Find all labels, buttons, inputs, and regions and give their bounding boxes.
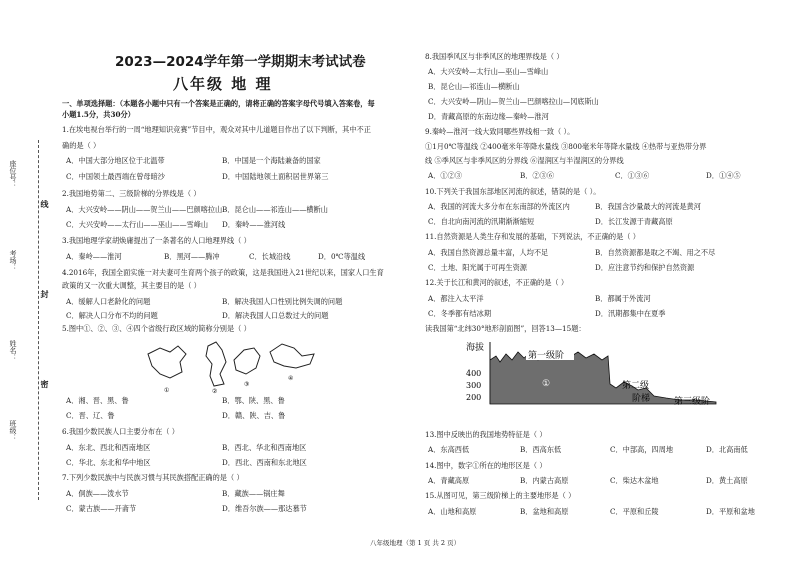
q7-option-a: A．侗族——泼水节 (66, 489, 129, 498)
q1-option-d: D．中国陆地领土面积居世界第三 (222, 172, 329, 181)
q7-option-b: B．藏族——锅庄舞 (222, 489, 285, 498)
q2-stem: 2.我国地势第二、三级阶梯的分界线是（ ） (62, 189, 201, 198)
q10-stem: 10.下列关于我国东部地区河流的叙述，错误的是（ ）。 (425, 187, 601, 196)
map-label-3: ③ (244, 381, 250, 388)
q9-stem: 9.秦岭—淮河一线大致同哪些界线相一致（ ）。 (425, 127, 575, 136)
q12-stem: 12.关于长江和黄河的叙述，不正确的是（ ） (425, 278, 569, 287)
map-label-2: ② (212, 388, 218, 394)
seat-label: 座位号： (9, 160, 17, 188)
q13-option-c: C．中部高，四周地 (610, 445, 674, 454)
q10-option-a: A．我国的河流大多分布在东南部的外流区内 (428, 202, 570, 211)
q5-option-c: C．晋、辽、鲁 (66, 411, 115, 420)
province-outline-map (130, 336, 330, 394)
name-label: 姓名： (9, 340, 17, 361)
q9-option-b: B．②③⑥ (520, 171, 555, 180)
q12-option-c: C．冬季都有结冰期 (428, 309, 492, 318)
q1-option-b: B．中国是一个海陆兼备的国家 (222, 156, 321, 165)
q15-option-d: D．平原和盆地 (706, 507, 755, 516)
seal-secret-char: 密 (40, 380, 50, 388)
section-heading: 一、单项选择题：（本题各小题中只有一个答案是正确的，请将正确的答案字母代号填入答案卷，每 (62, 99, 375, 108)
tick-200: 200 (466, 393, 482, 402)
q8-option-d: D．青藏高原的东南边缘—秦岭—淮河 (428, 112, 549, 121)
q2-option-d: D．秦岭——淮河线 (222, 220, 286, 229)
q14-stem: 14.图中，数字①所在的地形区是（ ） (425, 461, 547, 470)
step-3-label: 第三级阶 (674, 397, 711, 407)
q7-stem: 7.下列少数民族中与民族习惯与其民族搭配正确的是（ ） (62, 473, 244, 482)
q15-stem: 15.从图可见，第三级阶梯上的主要地形是（ ） (425, 491, 576, 500)
binding-dashed-line (38, 140, 39, 500)
q3-option-c: C．长城沿线 (249, 252, 291, 261)
q12-option-b: B．都属于外流河 (595, 294, 651, 303)
q2-option-a: A．大兴安岭——阴山——贺兰山——巴颜喀拉山 (66, 205, 223, 214)
q3-stem: 3.我国地理学家胡焕庸提出了一条著名的人口地理界线（ ） (62, 236, 251, 245)
q15-option-a: A．山地和高原 (428, 507, 477, 516)
q5-option-d: D．赣、陕、吉、鲁 (222, 411, 286, 420)
step-2-label-b: 阶梯 (632, 394, 651, 404)
q1-stem: 1.在埃电视台举行的一周“地理知识竞赛”节目中，观众对其中儿道题目作出了以下判断，其中不正 (62, 125, 371, 134)
class-label: 班级： (9, 420, 17, 441)
q8-option-b: B．昆仑山—祁连山—横断山 (428, 82, 520, 91)
q3-option-a: A．秦岭——淮河 (66, 252, 122, 261)
step-2-label: 第二级 (622, 381, 650, 391)
map-label-4: ④ (288, 375, 294, 382)
q13-stem: 13.图中反映出的我国地势特征是（ ） (425, 430, 547, 439)
q1-option-a: A．中国大部分地区位于北温带 (66, 156, 165, 165)
q5-stem: 5.图中①、②、③、④四个省级行政区域的简称分别是（ ） (62, 324, 251, 333)
q6-option-d: D．西北、西南和东北地区 (222, 458, 307, 467)
exam-subtitle: 八年级 地 理 (173, 75, 273, 93)
q12-option-a: A．都注入太平洋 (428, 294, 484, 303)
tick-300: 300 (466, 381, 482, 390)
exam-room-label: 考场： (9, 250, 17, 271)
q5-option-a: A．湘、晋、黑、鲁 (66, 396, 129, 405)
q10-option-c: C．自北向南河流的汛期渐渐缩短 (428, 217, 535, 226)
step-1-label: 第一级阶 (528, 351, 565, 361)
q7-option-c: C．蒙古族——开斋节 (66, 504, 137, 513)
q3-option-d: D．0℃等温线 (318, 252, 366, 261)
q10-option-d: D．长江发源于青藏高原 (595, 217, 673, 226)
q6-stem: 6.我国少数民族人口主要分布在（ ） (62, 427, 179, 436)
q9-line-3: 线 ⑤季风区与非季风区的分界线 ⑥湿润区与半湿润区的分界线 (425, 156, 624, 165)
q4-option-b: B．解决我国人口性别比例失调的问题 (222, 297, 343, 306)
q1-stem-2: 确的是（ ） (62, 141, 101, 150)
q14-option-d: D．黄土高原 (706, 476, 748, 485)
q8-option-a: A．大兴安岭—太行山—巫山—雪峰山 (428, 67, 549, 76)
section-heading-2: 小题1.5分，共30分） (62, 110, 135, 119)
q11-option-a: A．我国自然资源总量丰富，人均不足 (428, 248, 549, 257)
q8-option-c: C．大兴安岭—阴山—贺兰山—巴颜喀拉山—冈底斯山 (428, 97, 599, 106)
seal-seal-char: 封 (40, 290, 50, 298)
q4-option-c: C．解决人口分布不均的问题 (66, 311, 158, 320)
q14-option-c: C．柴达木盆地 (610, 476, 659, 485)
q4-stem: 4.2016年，我国全面实施一对夫妻可生育两个孩子的政策，这是我国进入21世纪以来，国家人口生育 (62, 268, 384, 277)
q4-option-a: A．缓解人口老龄化的问题 (66, 297, 151, 306)
terrain-profile-figure (460, 338, 722, 420)
q1-option-c: C．中国领土最西端在曾母暗沙 (66, 172, 165, 181)
tick-400: 400 (466, 369, 482, 378)
q12-option-d: D．汛期都集中在夏季 (595, 309, 666, 318)
q9-option-a: A．①②③ (428, 171, 462, 180)
figure-intro: 读我国第“北纬30°地形剖面图”，回答13—15题： (425, 324, 586, 333)
q11-option-b: B．自然资源都是取之不竭、用之不尽 (595, 248, 716, 257)
q2-option-b: B．昆仑山——祁连山——横断山 (222, 205, 328, 214)
q2-option-c: C．大兴安岭——太行山——巫山——雪峰山 (66, 220, 209, 229)
q13-option-b: B．西高东低 (520, 445, 562, 454)
q14-option-b: B．内蒙古高原 (520, 476, 569, 485)
q5-option-b: B．鄂、陕、黑、鲁 (222, 396, 285, 405)
q6-option-c: C．华北、东北和华中地区 (66, 458, 151, 467)
q6-option-a: A．东北、西北和西南地区 (66, 443, 151, 452)
q10-option-b: B．我国含沙量最大的河流是黄河 (595, 202, 701, 211)
q4-stem-2: 政策的又一次重大调整，其主要目的是（ ） (62, 281, 201, 290)
q3-option-b: B．黑河——腾冲 (164, 252, 220, 261)
q9-option-c: C．①③⑥ (615, 171, 650, 180)
q6-option-b: B．西北、华北和西南地区 (222, 443, 307, 452)
page-footer: 八年级地理（第 1 页 共 2 页） (370, 539, 461, 547)
q15-option-b: B．盆地和高原 (520, 507, 569, 516)
q7-option-d: D．维吾尔族——那达慕节 (222, 504, 307, 513)
exam-title: 2023—2024学年第一学期期末考试试卷 (115, 54, 366, 70)
seal-line-char: 线 (40, 200, 50, 208)
q8-stem: 8.我国季风区与非季风区的地理界线是（ ） (425, 52, 564, 61)
q14-option-a: A．青藏高原 (428, 476, 470, 485)
q11-stem: 11.自然资源是人类生存和发展的基础，下列说法，不正确的是（ ） (425, 232, 640, 241)
q9-line-2: ①1月0℃等温线 ②400毫米年等降水量线 ③800毫米年等降水量线 ④热带与亚热带分界 (425, 142, 707, 151)
region-marker-1: ① (542, 379, 551, 389)
q15-option-c: C．平原和丘陵 (610, 507, 659, 516)
q4-option-d: D．解决我国人口总数过大的问题 (222, 311, 329, 320)
q9-option-d: D．①④⑤ (706, 171, 741, 180)
q11-option-d: D．应注意节约和保护自然资源 (595, 263, 695, 272)
q11-option-c: C．土地、阳光属于可再生资源 (428, 263, 527, 272)
map-label-1: ① (164, 387, 170, 394)
q13-option-d: D．北高南低 (706, 445, 748, 454)
altitude-axis-title: 海拔 (466, 343, 485, 353)
q13-option-a: A．东高西低 (428, 445, 470, 454)
